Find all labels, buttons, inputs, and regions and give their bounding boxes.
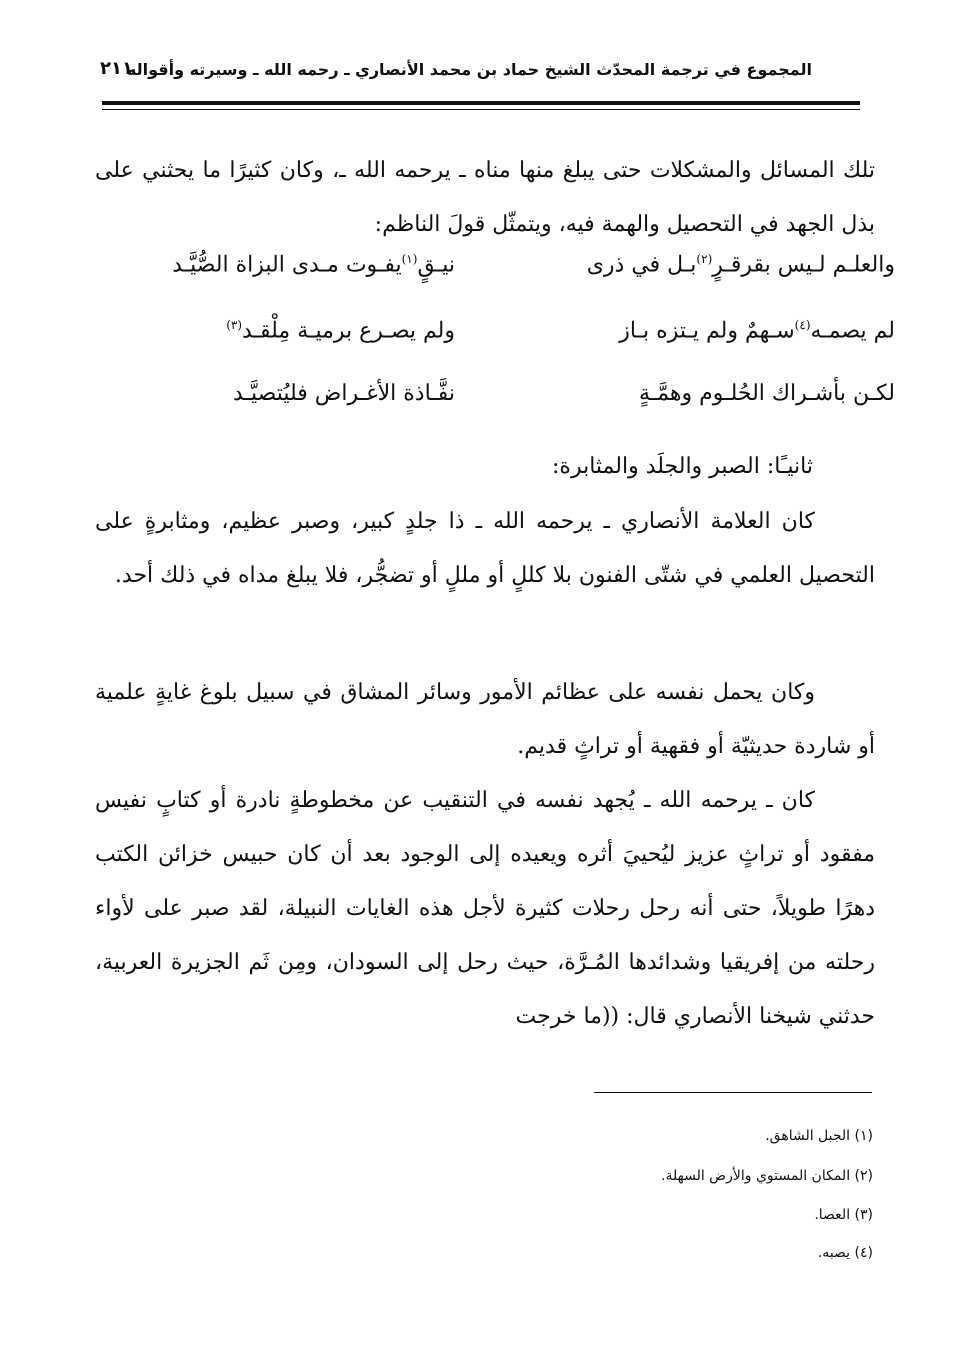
verse-3-first-hemistich: لكـن بأشـراك الحُلـوم وهمَّـةٍ: [638, 381, 895, 406]
footnote-separator: [594, 1092, 872, 1093]
paragraph-3-text: وكان يحمل نفسه على عظائم الأمور وسائر المشاق في سبيل بلوغ غايةٍ علمية أو شاردة حديثيّة أو فقهية أو تراثٍ قديم.: [95, 680, 875, 759]
footnote-2: (٢) المكان المستوي والأرض السهلة.: [661, 1168, 873, 1184]
footnote-3: (٣) العصا.: [814, 1207, 873, 1223]
footnote-ref-3[interactable]: (٣): [226, 318, 243, 332]
verse-line-2: [75, 318, 895, 378]
footnote-4: (٤) يصبه.: [817, 1245, 873, 1261]
verse-line-1: [75, 252, 895, 312]
paragraph-2-text: كان العلامة الأنصاري ـ يرحمه الله ـ ذا جلدٍ كبير، وصبر عظيم، ومثابرةٍ على التحصيل العلمي في شتّى الفنون بلا كللٍ أو مللٍ أو تضجُّر، فلا يبلغ مداه في ذلك أحد.: [95, 509, 875, 588]
paragraph-1: تلك المسائل والمشكلات حتى يبلغ منها مناه ـ يرحمه الله ـ، وكان كثيرًا ما يحثني على بذل الجهد في التحصيل والهمة فيه، ويتمثّل قولَ الناظم:: [95, 158, 875, 237]
footnote-ref-1[interactable]: (١): [401, 252, 418, 266]
verse-line-3: [75, 381, 895, 441]
footnote-1: (١) الجبل الشاهق.: [765, 1128, 873, 1144]
paragraph-4: [95, 774, 875, 1044]
page-number: ٢١١: [100, 58, 133, 79]
paragraph-4-text: كان ـ يرحمه الله ـ يُجهد نفسه في التنقيب عن مخطوطةٍ نادرة أو كتابٍ نفيس مفقود أو تراثٍ عزيز ليُحييَ أثره ويعيده إلى الوجود بعد أن كان حبيس خزائن الكتب دهرًا طويلاً، حتى أنه رحل رحلات كثيرة لأجل هذه الغايات النبيلة، لقد صبر على لأواء رحلته من إفريقيا وشدائدها المُـرَّة، حيث رحل إلى السودان، ومِن ثَم الجزيرة العربية، حدثني شيخنا الأنصاري قال: ((ما خرجت: [95, 788, 875, 1029]
footnote-ref-2[interactable]: (٢): [696, 252, 713, 266]
running-header: [100, 56, 860, 90]
verse-1-second-hemistich: نيـقٍ$^{(١)}$يفـوت مـدى البزاة الصُّيَّـد: [172, 252, 455, 278]
verse-1-first-hemistich: والعلـم لـيس بقرقـرٍ$^{(٢)}$بـل في ذرى: [586, 252, 895, 278]
paragraph-3: [95, 666, 875, 774]
header-rule-thick: [102, 101, 860, 105]
header-title: المجموع في ترجمة المحدّث الشيخ حماد بن محمد الأنصاري ـ رحمه الله ـ وسيرته وأقواله: [126, 60, 812, 79]
header-rule-thin: [102, 109, 860, 110]
verse-2-first-hemistich: لم يصمـه$^{(٤)}$سـهمٌ ولم يـتزه بـاز: [619, 318, 895, 344]
paragraph-2: [95, 495, 875, 603]
verse-2-second-hemistich: ولم يصـرع برميـة مِلْقـد$^{(٣)}$: [226, 318, 455, 344]
section-heading-patience: ثانيـًا: الصبر والجلَد والمثابرة:: [552, 454, 813, 479]
verse-3-second-hemistich: نفَّـاذة الأغـراض فليُتصيَّـد: [233, 381, 455, 406]
footnote-ref-4[interactable]: (٤): [794, 318, 811, 332]
